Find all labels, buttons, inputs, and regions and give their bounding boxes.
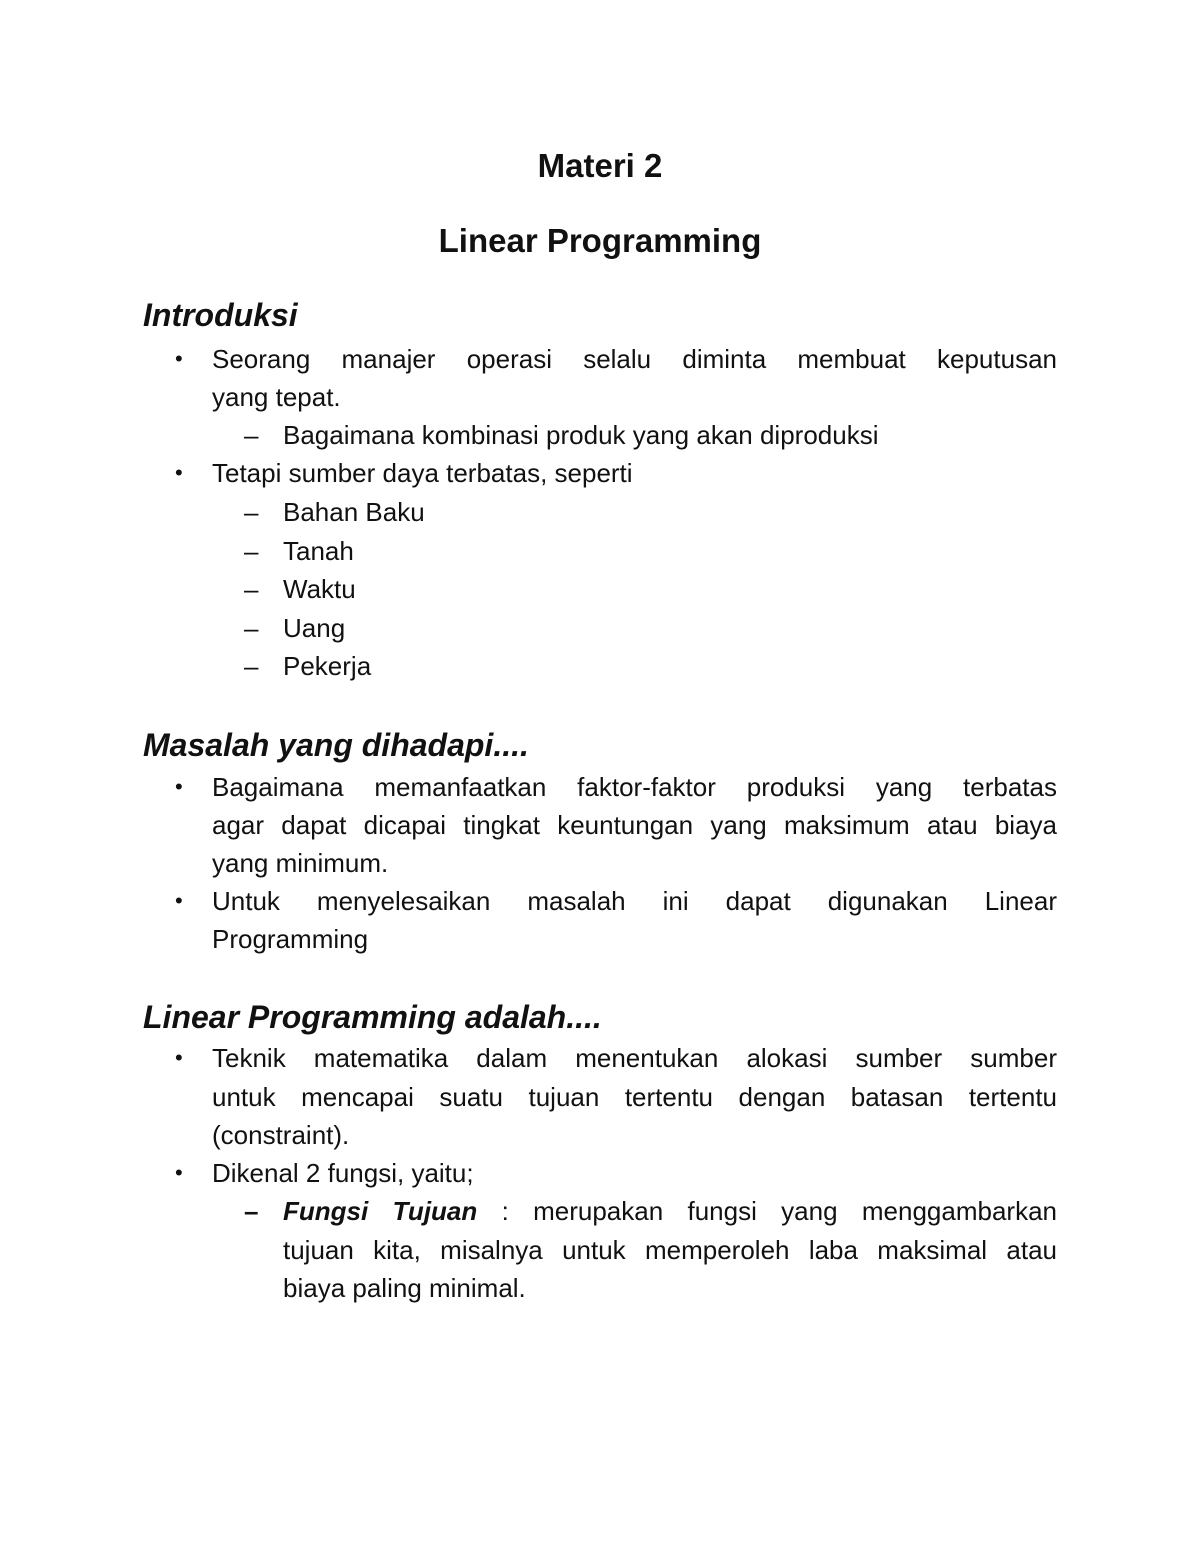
list-item-line: Programming xyxy=(212,924,369,954)
list-item-line: agar dapat dicapai tingkat keuntungan yang maksimum atau biaya xyxy=(212,810,1057,840)
bullet-marker: • xyxy=(175,346,183,371)
list-item-line: Seorang manajer operasi selalu diminta membuat keputusan xyxy=(212,344,1057,374)
list-item-line: untuk mencapai suatu tujuan tertentu dengan batasan tertentu xyxy=(212,1082,1057,1112)
document-subtitle: Linear Programming xyxy=(438,222,762,259)
term-definition: : merupakan fungsi yang menggambarkan xyxy=(477,1196,1057,1226)
list-item-line: Teknik matematika dalam menentukan alokasi sumber sumber xyxy=(212,1043,1057,1073)
dash-marker: – xyxy=(244,536,259,566)
dash-marker: – xyxy=(244,420,259,450)
dash-marker: – xyxy=(244,1196,259,1226)
document-title: Materi 2 xyxy=(537,147,663,184)
sub-list-item: Bahan Baku xyxy=(283,497,425,527)
list-item-line: yang tepat. xyxy=(212,382,341,412)
section-heading-masalah: Masalah yang dihadapi.... xyxy=(143,727,529,763)
list-item-line: Dikenal 2 fungsi, yaitu; xyxy=(212,1158,474,1188)
list-item-line: Bagaimana memanfaatkan faktor-faktor produksi yang terbatas xyxy=(212,772,1057,802)
sub-list-item: Pekerja xyxy=(283,651,372,681)
sub-list-item-rich xyxy=(283,1194,1057,1228)
dash-marker: – xyxy=(244,613,259,643)
sub-list-item-line: biaya paling minimal. xyxy=(283,1273,526,1303)
section-heading-introduksi: Introduksi xyxy=(143,297,298,333)
sub-list-item: Waktu xyxy=(283,574,356,604)
bullet-marker: • xyxy=(175,888,183,913)
sub-list-item: Tanah xyxy=(283,536,354,566)
dash-marker: – xyxy=(244,574,259,604)
bullet-marker: • xyxy=(175,1045,183,1070)
sub-list-item: Bagaimana kombinasi produk yang akan diproduksi xyxy=(283,420,879,450)
bullet-marker: • xyxy=(175,460,183,485)
sub-list-item: Uang xyxy=(283,613,346,643)
list-item-line: yang minimum. xyxy=(212,848,389,878)
bullet-marker: • xyxy=(175,774,183,799)
section-heading-lp-adalah: Linear Programming adalah.... xyxy=(143,999,602,1035)
list-item-line: Tetapi sumber daya terbatas, seperti xyxy=(212,458,633,488)
list-item-line: (constraint). xyxy=(212,1120,350,1150)
list-item-line: Untuk menyelesaikan masalah ini dapat digunakan Linear xyxy=(212,886,1057,916)
term-fungsi-tujuan: Fungsi Tujuan xyxy=(283,1196,478,1226)
bullet-marker: • xyxy=(175,1160,183,1185)
dash-marker: – xyxy=(244,497,259,527)
dash-marker: – xyxy=(244,651,259,681)
sub-list-item-line: tujuan kita, misalnya untuk memperoleh laba maksimal atau xyxy=(283,1235,1057,1265)
